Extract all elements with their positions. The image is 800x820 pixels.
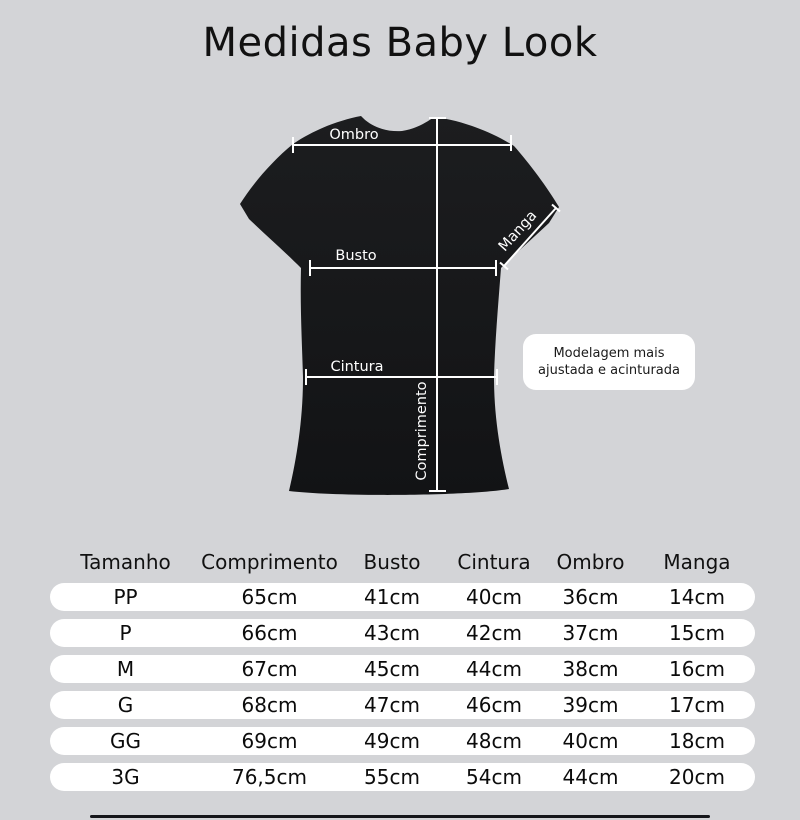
table-row-3g bbox=[50, 763, 755, 791]
header-manga: Manga bbox=[663, 550, 731, 574]
cell-waist: 54cm bbox=[466, 765, 522, 789]
size-table-body bbox=[50, 583, 755, 799]
header-busto: Busto bbox=[363, 550, 421, 574]
cell-shoulder: 44cm bbox=[562, 765, 619, 789]
cell-size: G bbox=[117, 693, 134, 717]
cell-length: 66cm bbox=[241, 621, 298, 645]
cell-sleeve: 18cm bbox=[669, 729, 725, 753]
cell-length: 67cm bbox=[241, 657, 298, 681]
cell-sleeve: 15cm bbox=[669, 621, 725, 645]
cell-length: 76,5cm bbox=[231, 765, 307, 789]
cell-size: GG bbox=[110, 729, 141, 753]
cell-bust: 55cm bbox=[364, 765, 420, 789]
cell-shoulder: 36cm bbox=[562, 585, 619, 609]
cell-shoulder: 38cm bbox=[562, 657, 619, 681]
cell-size: 3G bbox=[111, 765, 140, 789]
header-ombro: Ombro bbox=[556, 550, 625, 574]
header-tamanho: Tamanho bbox=[80, 550, 171, 574]
cell-sleeve: 20cm bbox=[669, 765, 725, 789]
cell-sleeve: 14cm bbox=[669, 585, 725, 609]
cell-length: 65cm bbox=[241, 585, 298, 609]
shoulder-label: Ombro bbox=[329, 127, 379, 143]
page-title: Medidas Baby Look bbox=[202, 20, 598, 66]
cell-sleeve: 17cm bbox=[669, 693, 725, 717]
cell-bust: 41cm bbox=[364, 585, 420, 609]
cell-length: 69cm bbox=[241, 729, 298, 753]
cell-sleeve: 16cm bbox=[669, 657, 725, 681]
cell-waist: 48cm bbox=[466, 729, 522, 753]
cell-bust: 47cm bbox=[364, 693, 420, 717]
cell-waist: 44cm bbox=[466, 657, 522, 681]
table-row-gg bbox=[50, 727, 755, 755]
cell-shoulder: 37cm bbox=[562, 621, 619, 645]
size-table-header bbox=[50, 547, 755, 577]
bust-label: Busto bbox=[335, 248, 377, 264]
cell-shoulder: 39cm bbox=[562, 693, 619, 717]
cell-bust: 49cm bbox=[364, 729, 420, 753]
header-cintura: Cintura bbox=[457, 550, 531, 574]
waist-label: Cintura bbox=[330, 359, 384, 375]
fit-note-line2: ajustada e acinturada bbox=[538, 363, 680, 378]
cell-shoulder: 40cm bbox=[562, 729, 619, 753]
cell-size: M bbox=[116, 657, 135, 681]
cell-waist: 46cm bbox=[466, 693, 522, 717]
cell-length: 68cm bbox=[241, 693, 298, 717]
cell-waist: 40cm bbox=[466, 585, 522, 609]
cell-size: PP bbox=[113, 585, 138, 609]
sleeve-label: Manga bbox=[495, 207, 541, 255]
cell-waist: 42cm bbox=[466, 621, 522, 645]
cell-size: P bbox=[119, 621, 132, 645]
cell-bust: 45cm bbox=[364, 657, 420, 681]
carousel-scrollbar[interactable] bbox=[90, 815, 710, 818]
fit-note bbox=[523, 334, 695, 390]
header-comprimento: Comprimento bbox=[201, 550, 338, 574]
table-row-m bbox=[50, 655, 755, 683]
table-row-pp bbox=[50, 583, 755, 611]
fit-note-line1: Modelagem mais bbox=[553, 346, 665, 361]
table-row-g bbox=[50, 691, 755, 719]
cell-bust: 43cm bbox=[364, 621, 420, 645]
tshirt-silhouette bbox=[240, 116, 559, 495]
table-row-p bbox=[50, 619, 755, 647]
length-label: Comprimento bbox=[414, 381, 430, 481]
